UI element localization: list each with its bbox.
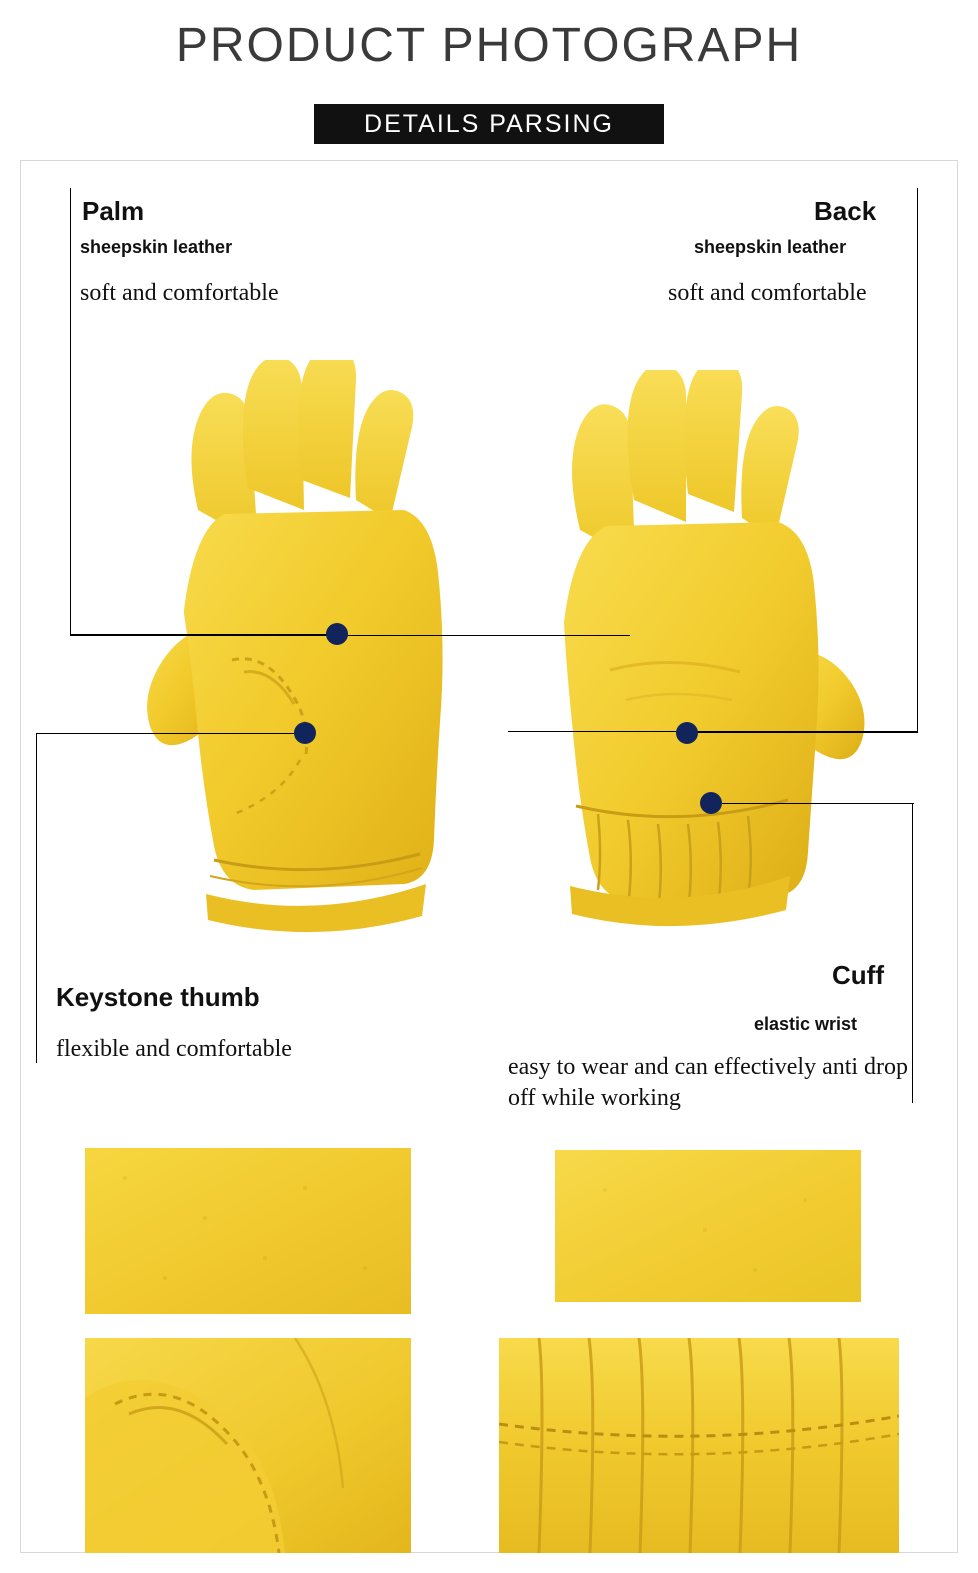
label-palm-description: soft and comfortable bbox=[80, 280, 279, 306]
leader-line-back bbox=[688, 732, 918, 733]
keystone-thumb-detail-photo bbox=[85, 1338, 411, 1553]
label-keystone-thumb-description: flexible and comfortable bbox=[56, 1036, 292, 1062]
label-back-subtitle: sheepskin leather bbox=[694, 237, 847, 257]
page-title: PRODUCT PHOTOGRAPH bbox=[175, 19, 803, 72]
label-back-description: soft and comfortable bbox=[668, 280, 867, 306]
label-cuff-subtitle: elastic wrist bbox=[754, 1014, 858, 1034]
leather-swatch-back-photo bbox=[555, 1150, 861, 1302]
marker-dot-keystone-thumb bbox=[294, 722, 316, 744]
leather-swatch-palm-photo bbox=[85, 1148, 411, 1314]
leader-line-cuff bbox=[712, 803, 914, 804]
label-back-title: Back bbox=[814, 196, 877, 226]
marker-dot-palm bbox=[326, 623, 348, 645]
label-cuff-title: Cuff bbox=[832, 960, 884, 990]
subtitle-text: DETAILS PARSING bbox=[364, 110, 614, 138]
label-palm-title: Palm bbox=[82, 196, 145, 226]
marker-dot-back bbox=[676, 722, 698, 744]
leader-line-palm bbox=[70, 634, 338, 635]
marker-dot-cuff bbox=[700, 792, 722, 814]
elastic-cuff-detail-photo bbox=[499, 1338, 899, 1553]
label-keystone-thumb-title: Keystone thumb bbox=[56, 982, 260, 1012]
callout-box-back bbox=[508, 188, 918, 732]
callout-box-keystone-thumb bbox=[36, 733, 306, 1063]
label-cuff-description: easy to wear and can effectively anti drop off while working bbox=[508, 1054, 909, 1111]
label-palm-subtitle: sheepskin leather bbox=[80, 237, 233, 257]
subtitle-banner bbox=[314, 104, 664, 144]
